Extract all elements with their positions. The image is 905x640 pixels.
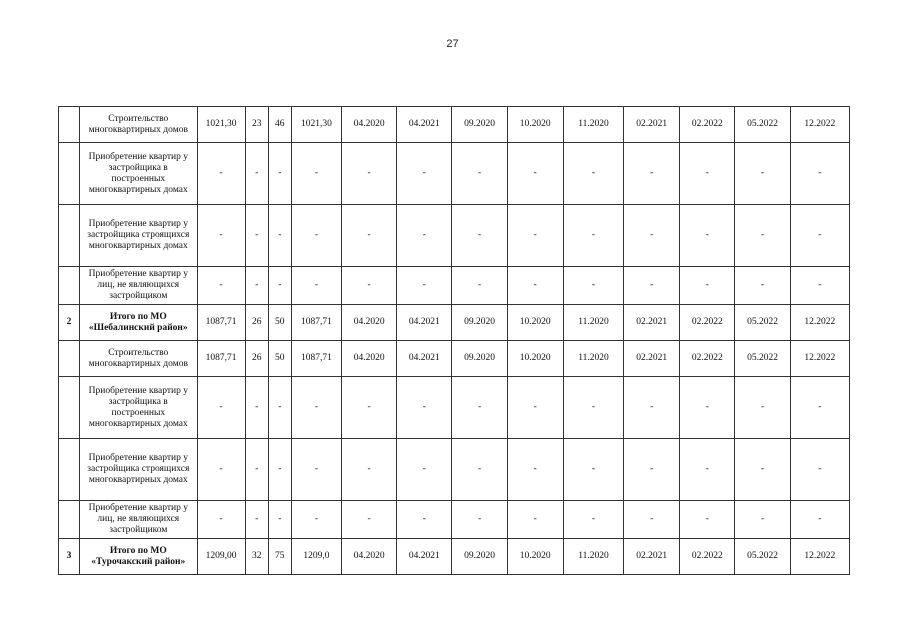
date-cell: 02.2022 [680,107,735,143]
value-cell: - [197,267,245,305]
date-cell: 04.2021 [397,107,452,143]
row-name-cell: Приобретение квартир у лиц, не являющихся застройщиком [80,501,197,539]
value-cell: - [291,205,341,267]
row-name-cell: Приобретение квартир у лиц, не являющихся застройщиком [80,267,197,305]
date-cell: - [397,143,452,205]
value-cell: - [268,205,291,267]
date-cell: - [397,501,452,539]
date-cell: - [507,143,563,205]
date-cell: 04.2020 [342,305,397,341]
row-name-cell: Приобретение квартир у застройщика строящихся многоквартирных домах [80,205,197,267]
date-cell: - [507,439,563,501]
date-cell: - [790,501,849,539]
value-cell: 1087,71 [291,305,341,341]
value-cell: - [291,267,341,305]
date-cell: - [735,267,790,305]
date-cell: - [680,501,735,539]
row-number-cell [59,501,80,539]
date-cell: - [452,501,507,539]
date-cell: 10.2020 [507,539,563,575]
date-cell: 02.2022 [680,341,735,377]
value-cell: - [245,501,268,539]
date-cell: - [507,377,563,439]
row-number-cell: 2 [59,305,80,341]
value-cell: - [197,439,245,501]
date-cell: 02.2022 [680,539,735,575]
date-cell: 11.2020 [563,341,623,377]
date-cell: - [735,439,790,501]
date-cell: - [624,501,680,539]
value-cell: 1087,71 [291,341,341,377]
value-cell: 26 [245,341,268,377]
table-row [59,267,850,305]
date-cell: - [735,205,790,267]
value-cell: 50 [268,305,291,341]
value-cell: - [197,205,245,267]
table-row [59,377,850,439]
table-row [59,439,850,501]
value-cell: - [268,143,291,205]
value-cell: 50 [268,341,291,377]
row-number-cell [59,439,80,501]
date-cell: - [342,205,397,267]
value-cell: 1209,0 [291,539,341,575]
value-cell: - [197,501,245,539]
value-cell: 75 [268,539,291,575]
date-cell: 02.2021 [624,539,680,575]
value-cell: - [291,439,341,501]
date-cell: - [563,143,623,205]
date-cell: - [563,267,623,305]
date-cell: - [342,377,397,439]
date-cell: - [624,205,680,267]
value-cell: - [291,377,341,439]
row-number-cell [59,267,80,305]
date-cell: 10.2020 [507,107,563,143]
date-cell: - [563,205,623,267]
date-cell: 09.2020 [452,341,507,377]
date-cell: 04.2020 [342,107,397,143]
date-cell: - [452,377,507,439]
value-cell: - [268,439,291,501]
date-cell: - [735,143,790,205]
table-row [59,501,850,539]
date-cell: 12.2022 [790,107,849,143]
value-cell: - [291,143,341,205]
date-cell: - [342,267,397,305]
date-cell: 05.2022 [735,341,790,377]
value-cell: - [268,377,291,439]
date-cell: - [342,439,397,501]
date-cell: - [680,267,735,305]
row-number-cell [59,377,80,439]
date-cell: - [624,143,680,205]
date-cell: - [790,439,849,501]
value-cell: - [245,267,268,305]
value-cell: - [197,377,245,439]
date-cell: 11.2020 [563,305,623,341]
row-name-cell: Строительство многоквартирных домов [80,107,197,143]
value-cell: - [245,377,268,439]
date-cell: - [790,205,849,267]
value-cell: - [268,267,291,305]
value-cell: 26 [245,305,268,341]
date-cell: - [397,205,452,267]
date-cell: - [624,267,680,305]
date-cell: - [563,439,623,501]
date-cell: - [397,267,452,305]
row-name-cell: Приобретение квартир у застройщика в построенных многоквартирных домах [80,143,197,205]
total-row [59,539,850,575]
row-name-cell: Приобретение квартир у застройщика в построенных многоквартирных домах [80,377,197,439]
date-cell: 04.2020 [342,341,397,377]
date-cell: - [452,205,507,267]
row-number-cell: 3 [59,539,80,575]
value-cell: 46 [268,107,291,143]
date-cell: - [790,377,849,439]
date-cell: 05.2022 [735,107,790,143]
date-cell: 04.2021 [397,341,452,377]
date-cell: - [735,377,790,439]
row-name-cell: Приобретение квартир у застройщика строящихся многоквартирных домах [80,439,197,501]
date-cell: 10.2020 [507,341,563,377]
table-row [59,341,850,377]
date-cell: 12.2022 [790,341,849,377]
row-number-cell [59,143,80,205]
date-cell: 11.2020 [563,539,623,575]
row-number-cell [59,107,80,143]
table-row [59,107,850,143]
table-body [59,107,850,575]
value-cell: 1209,00 [197,539,245,575]
date-cell: - [563,377,623,439]
date-cell: 09.2020 [452,539,507,575]
date-cell: - [452,143,507,205]
date-cell: - [624,377,680,439]
date-cell: 05.2022 [735,539,790,575]
date-cell: 02.2021 [624,341,680,377]
value-cell: 1087,71 [197,341,245,377]
date-cell: 04.2021 [397,305,452,341]
value-cell: - [245,143,268,205]
row-number-cell [59,205,80,267]
value-cell: - [245,205,268,267]
date-cell: - [507,501,563,539]
table-row [59,143,850,205]
date-cell: - [397,439,452,501]
date-cell: 09.2020 [452,107,507,143]
date-cell: - [790,267,849,305]
date-cell: - [452,267,507,305]
date-cell: 11.2020 [563,107,623,143]
housing-program-table [58,106,850,575]
date-cell: 02.2021 [624,305,680,341]
date-cell: - [507,267,563,305]
date-cell: 12.2022 [790,305,849,341]
date-cell: - [624,439,680,501]
page-number: 27 [446,38,459,50]
value-cell: 32 [245,539,268,575]
value-cell: 1021,30 [197,107,245,143]
date-cell: - [680,377,735,439]
date-cell: - [563,501,623,539]
value-cell: - [245,439,268,501]
value-cell: - [197,143,245,205]
date-cell: - [507,205,563,267]
value-cell: 1087,71 [197,305,245,341]
date-cell: 10.2020 [507,305,563,341]
date-cell: - [452,439,507,501]
date-cell: 02.2022 [680,305,735,341]
date-cell: 09.2020 [452,305,507,341]
date-cell: - [790,143,849,205]
table-row [59,205,850,267]
date-cell: - [397,377,452,439]
row-name-cell: Итого по МО «Турочакский район» [80,539,197,575]
date-cell: - [680,205,735,267]
value-cell: 1021,30 [291,107,341,143]
value-cell: - [291,501,341,539]
date-cell: 04.2021 [397,539,452,575]
date-cell: 02.2021 [624,107,680,143]
date-cell: - [342,143,397,205]
date-cell: 05.2022 [735,305,790,341]
date-cell: 04.2020 [342,539,397,575]
date-cell: - [342,501,397,539]
row-number-cell [59,341,80,377]
value-cell: 23 [245,107,268,143]
date-cell: - [680,143,735,205]
date-cell: - [680,439,735,501]
value-cell: - [268,501,291,539]
date-cell: - [735,501,790,539]
row-name-cell: Итого по МО «Шебалинский район» [80,305,197,341]
total-row [59,305,850,341]
date-cell: 12.2022 [790,539,849,575]
row-name-cell: Строительство многоквартирных домов [80,341,197,377]
